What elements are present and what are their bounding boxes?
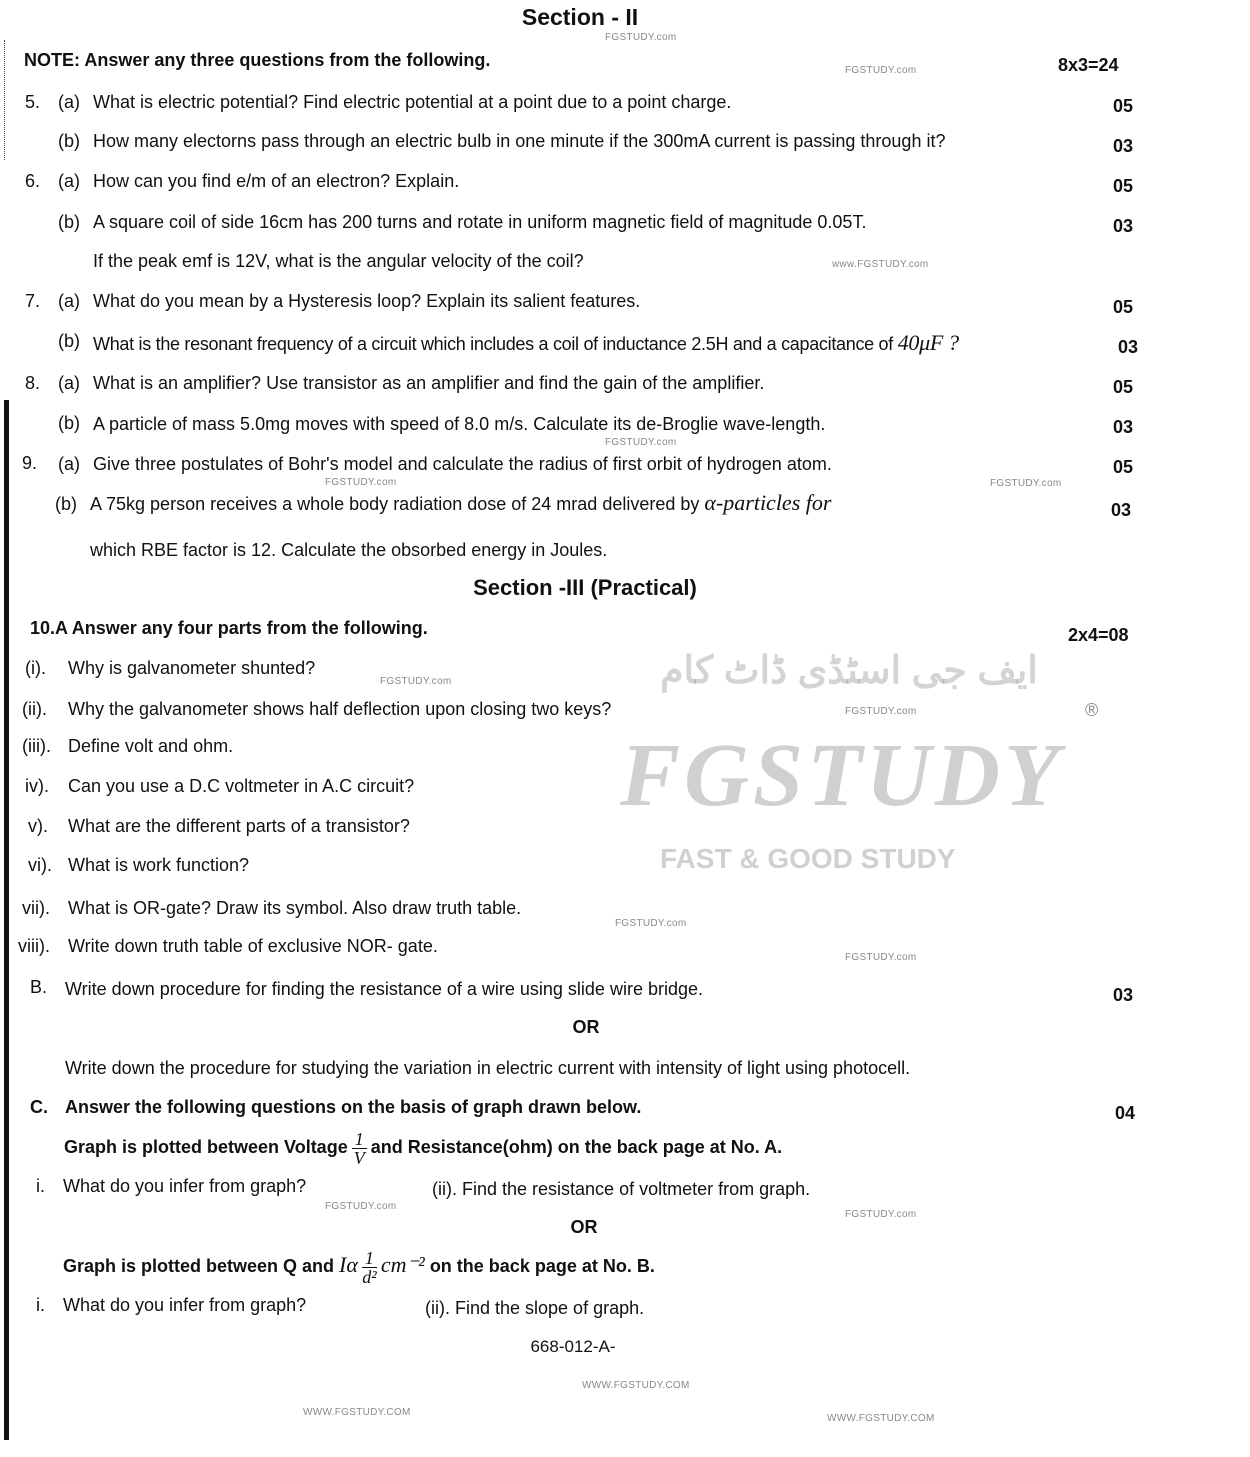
- watermark: FGSTUDY.com: [845, 1209, 917, 1220]
- question-number: 5.: [25, 92, 41, 112]
- question-marks: 03: [1113, 136, 1134, 156]
- watermark: FGSTUDY.com: [605, 32, 677, 43]
- part-label: (b): [58, 131, 80, 151]
- question-marks: 05: [1113, 176, 1134, 196]
- watermark-registered: ®: [1085, 700, 1099, 720]
- part-text: Why is galvanometer shunted?: [68, 658, 316, 678]
- question-number: 7.: [25, 291, 41, 311]
- section-2-marks: 8x3=24: [1058, 55, 1119, 75]
- question-text: What do you mean by a Hysteresis loop? Explain its salient features.: [93, 291, 641, 311]
- question-marks: 05: [1113, 297, 1134, 317]
- left-scan-border: [4, 400, 9, 1440]
- part-label: (a): [58, 291, 80, 311]
- question-number: 10.A: [30, 618, 68, 638]
- question-text-main: A 75kg person receives a whole body radiation dose of 24 mrad delivered by: [90, 494, 700, 514]
- watermark-footer: WWW.FGSTUDY.COM: [582, 1380, 690, 1391]
- part-text: What do you infer from graph?: [63, 1176, 307, 1196]
- watermark: FGSTUDY.com: [990, 478, 1062, 489]
- question-marks: 04: [1115, 1103, 1136, 1123]
- watermark: FGSTUDY.com: [325, 477, 397, 488]
- part-label: (a): [58, 373, 80, 393]
- question-text: [90, 492, 831, 515]
- part-text: What do you infer from graph?: [63, 1295, 307, 1315]
- fraction-numerator: 1: [362, 1249, 377, 1268]
- question-number: 6.: [25, 171, 41, 191]
- unit-math: cm⁻²: [380, 1252, 425, 1277]
- watermark: www.FGSTUDY.com: [832, 259, 929, 270]
- capacitance-math: 40μF ?: [897, 330, 959, 355]
- part-label: (b): [58, 331, 80, 351]
- watermark: FGSTUDY.com: [605, 437, 677, 448]
- part-label: v).: [28, 816, 48, 836]
- question-text: A particle of mass 5.0mg moves with speed of 8.0 m/s. Calculate its de-Broglie wave-length.: [93, 414, 826, 434]
- part-text: What is OR-gate? Draw its symbol. Also draw truth table.: [68, 898, 522, 918]
- question-text: What is electric potential? Find electric potential at a point due to a point charge.: [93, 92, 732, 112]
- part-text: Define volt and ohm.: [68, 736, 234, 756]
- question-marks: 05: [1113, 457, 1134, 477]
- watermark-footer: WWW.FGSTUDY.COM: [303, 1407, 411, 1418]
- question-marks: 03: [1111, 500, 1132, 520]
- or-divider: OR: [570, 1217, 598, 1237]
- part-label: i.: [36, 1176, 45, 1196]
- watermark: FGSTUDY.com: [845, 65, 917, 76]
- question-marks: 03: [1113, 216, 1134, 236]
- question-number: C.: [30, 1097, 48, 1117]
- question-number: 8.: [25, 373, 41, 393]
- alpha-math: α-particles for: [704, 490, 832, 515]
- question-text: Give three postulates of Bohr's model and calculate the radius of first orbit of hydrogen atom.: [93, 454, 832, 474]
- watermark: FGSTUDY.com: [845, 952, 917, 963]
- part-label: iv).: [25, 776, 49, 796]
- part-label: (a): [58, 171, 80, 191]
- left-margin-dots: [4, 40, 5, 160]
- graph-b-text: Graph is plotted between Q and: [63, 1256, 335, 1276]
- intensity-math: Iα: [339, 1252, 358, 1277]
- question-text: What is an amplifier? Use transistor as an amplifier and find the gain of the amplifier.: [93, 373, 765, 393]
- question-marks: 03: [1118, 337, 1139, 357]
- question-text: How many electorns pass through an electric bulb in one minute if the 300mA current is passing through it?: [93, 131, 946, 151]
- fraction-1-over-d-squared: [362, 1249, 377, 1286]
- paper-code: 668-012-A-: [530, 1337, 616, 1356]
- fraction-denominator: V: [353, 1147, 365, 1168]
- part-label: (a): [58, 92, 80, 112]
- part-text: (ii). Find the slope of graph.: [425, 1298, 645, 1318]
- question-10a: [30, 617, 428, 639]
- watermark: FGSTUDY.com: [845, 706, 917, 717]
- question-marks: 03: [1113, 985, 1134, 1005]
- watermark-logo: FGSTUDY: [620, 726, 1064, 825]
- fraction-1-over-v: [352, 1130, 367, 1167]
- question-marks: 05: [1113, 377, 1134, 397]
- question-text: Write down procedure for finding the resistance of a wire using slide wire bridge.: [65, 979, 703, 999]
- section-3-title: Section -III (Practical): [473, 575, 697, 600]
- section-2-note: NOTE: Answer any three questions from the following.: [24, 50, 491, 70]
- question-text: [93, 332, 959, 355]
- question-marks: 05: [1113, 96, 1134, 116]
- section-2-title: Section - II: [521, 4, 639, 30]
- part-label: (b): [58, 413, 80, 433]
- part-text: What is work function?: [68, 855, 250, 875]
- part-label: vii).: [22, 898, 50, 918]
- graph-b-text-end: on the back page at No. B.: [429, 1256, 655, 1276]
- fraction-numerator: 1: [352, 1130, 367, 1149]
- part-text: Write down truth table of exclusive NOR- gate.: [68, 936, 438, 956]
- part-label: viii).: [18, 936, 50, 956]
- watermark-tagline: FAST & GOOD STUDY: [660, 843, 956, 874]
- or-divider: OR: [572, 1017, 600, 1037]
- watermark: FGSTUDY.com: [380, 676, 452, 687]
- part-label: (b): [55, 494, 77, 514]
- graph-a-text: Graph is plotted between Voltage: [64, 1137, 348, 1157]
- part-label: (a): [58, 454, 80, 474]
- part-label: (iii).: [22, 736, 51, 756]
- question-text-continued: If the peak emf is 12V, what is the angular velocity of the coil?: [93, 251, 584, 271]
- fraction-denominator: d²: [362, 1266, 377, 1287]
- question-marks: 2x4=08: [1068, 625, 1129, 645]
- watermark-urdu: ایف جی اسٹڈی ڈاٹ کام: [660, 650, 1038, 692]
- question-text-main: What is the resonant frequency of a circuit which includes a coil of inductance 2.5H and a capacitance of: [93, 334, 893, 354]
- part-text: Why the galvanometer shows half deflection upon closing two keys?: [68, 699, 612, 719]
- part-label: (b): [58, 212, 80, 232]
- watermark: FGSTUDY.com: [615, 918, 687, 929]
- question-text: Answer any four parts from the following.: [71, 618, 428, 638]
- part-text: Can you use a D.C voltmeter in A.C circuit?: [68, 776, 415, 796]
- question-number: 9.: [22, 453, 38, 473]
- question-number: B.: [30, 977, 48, 997]
- part-label: vi).: [28, 855, 52, 875]
- part-label: i.: [36, 1295, 45, 1315]
- question-text-continued: which RBE factor is 12. Calculate the obsorbed energy in Joules.: [90, 540, 608, 560]
- question-text: How can you find e/m of an electron? Explain.: [93, 171, 460, 191]
- question-marks: 03: [1113, 417, 1134, 437]
- part-text: What are the different parts of a transistor?: [68, 816, 410, 836]
- question-text-alternative: Write down the procedure for studying the variation in electric current with intensity of light using photocell.: [65, 1058, 911, 1078]
- question-text: Answer the following questions on the basis of graph drawn below.: [65, 1097, 642, 1117]
- graph-b-description: [63, 1243, 655, 1288]
- question-text: A square coil of side 16cm has 200 turns and rotate in uniform magnetic field of magnitude 0.05T.: [93, 212, 867, 232]
- graph-a-description: [64, 1125, 782, 1169]
- part-text: (ii). Find the resistance of voltmeter from graph.: [432, 1179, 811, 1199]
- part-label: (ii).: [22, 699, 47, 719]
- graph-a-text-end: and Resistance(ohm) on the back page at No. A.: [370, 1137, 783, 1157]
- part-label: (i).: [25, 658, 46, 678]
- watermark: FGSTUDY.com: [325, 1201, 397, 1212]
- watermark-footer: WWW.FGSTUDY.COM: [827, 1413, 935, 1424]
